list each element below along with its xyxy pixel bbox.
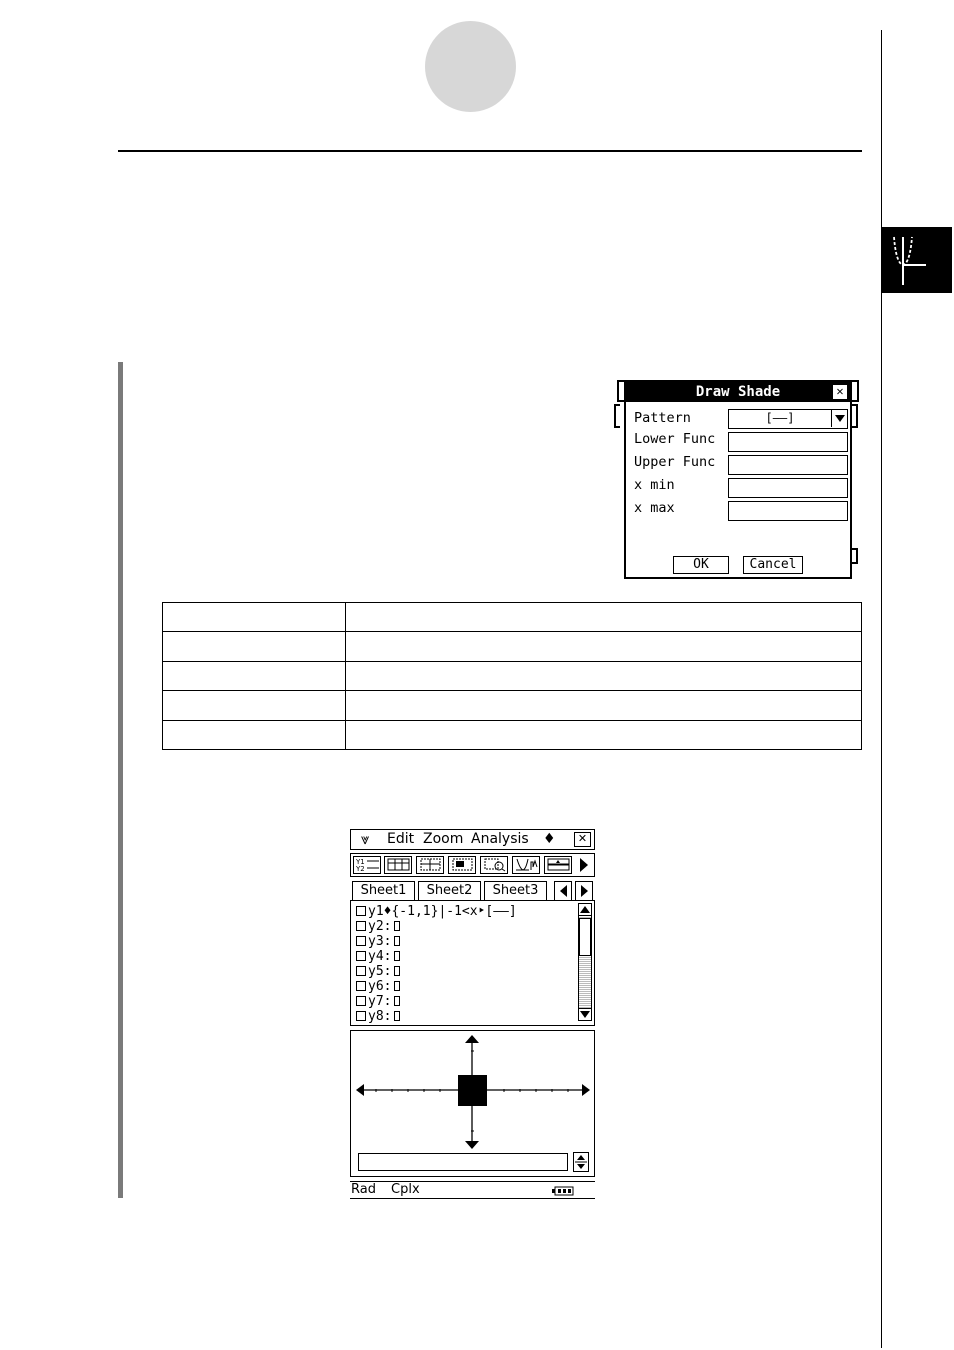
tab-sheet3[interactable]: Sheet3 bbox=[484, 881, 547, 900]
zoom-box-icon[interactable] bbox=[448, 856, 476, 874]
graph-function-icon bbox=[882, 227, 952, 293]
svg-text:Y1: Y1 bbox=[355, 858, 365, 866]
table-row bbox=[163, 603, 862, 632]
list-item[interactable] bbox=[356, 919, 400, 934]
x-min-input[interactable] bbox=[728, 478, 848, 498]
shaded-region bbox=[458, 1075, 487, 1106]
function-label[interactable]: y6: bbox=[368, 979, 392, 994]
function-list-icon[interactable] bbox=[353, 856, 381, 874]
view-window-icon[interactable] bbox=[416, 856, 444, 874]
list-item[interactable] bbox=[356, 904, 517, 919]
checkbox[interactable] bbox=[356, 906, 366, 916]
cursor-icon bbox=[394, 996, 400, 1006]
zoom-in-icon[interactable] bbox=[480, 856, 508, 874]
chevron-down-icon[interactable] bbox=[831, 410, 847, 427]
pattern-select[interactable] bbox=[728, 409, 848, 429]
cursor-icon bbox=[394, 951, 400, 961]
cancel-button[interactable]: Cancel bbox=[743, 556, 803, 574]
background-window-frame bbox=[851, 548, 858, 564]
table-row bbox=[163, 691, 862, 720]
list-item[interactable] bbox=[356, 964, 400, 979]
battery-icon bbox=[552, 1185, 574, 1195]
editor-scrollbar[interactable] bbox=[578, 903, 592, 1021]
menu-icon[interactable]: ⩔ bbox=[361, 830, 370, 848]
list-item[interactable] bbox=[356, 1009, 400, 1024]
table-icon[interactable] bbox=[384, 856, 412, 874]
menu-edit[interactable]: Edit bbox=[387, 831, 415, 847]
cursor-icon bbox=[394, 921, 400, 931]
ok-button[interactable]: OK bbox=[673, 556, 729, 574]
scroll-down-icon[interactable] bbox=[579, 1008, 591, 1020]
chevron-right-icon[interactable] bbox=[575, 881, 593, 900]
pattern-value: [――] bbox=[765, 411, 795, 425]
angle-mode: Rad bbox=[351, 1182, 376, 1197]
close-icon[interactable]: ✕ bbox=[574, 832, 591, 847]
cursor-icon bbox=[394, 981, 400, 991]
function-label[interactable]: y8: bbox=[368, 1009, 392, 1024]
checkbox[interactable] bbox=[356, 981, 366, 991]
tab-sheet1[interactable]: Sheet1 bbox=[352, 881, 415, 900]
diamond-icon[interactable]: ♦ bbox=[543, 831, 556, 847]
graph-chapter-tab bbox=[882, 227, 952, 293]
background-window-frame bbox=[614, 404, 620, 428]
table-row bbox=[163, 720, 862, 749]
function-label[interactable]: y7: bbox=[368, 994, 392, 1009]
scroll-thumb[interactable] bbox=[579, 918, 591, 956]
cursor-icon bbox=[394, 1011, 400, 1021]
x-min-label: x min bbox=[634, 477, 675, 493]
checkbox[interactable] bbox=[356, 936, 366, 946]
checkbox[interactable] bbox=[356, 951, 366, 961]
menu-analysis[interactable]: Analysis bbox=[471, 831, 529, 847]
list-item[interactable] bbox=[356, 979, 400, 994]
upper-func-input[interactable] bbox=[728, 455, 848, 475]
background-window-frame bbox=[851, 404, 858, 428]
status-bar bbox=[350, 1181, 595, 1199]
header-rule bbox=[118, 150, 862, 152]
table-row bbox=[163, 632, 862, 661]
function-text[interactable]: y1♦{-1,1}|-1<x‣[――] bbox=[368, 904, 517, 919]
graph-editor bbox=[350, 900, 595, 1026]
function-label[interactable]: y2: bbox=[368, 919, 392, 934]
lower-func-input[interactable] bbox=[728, 432, 848, 452]
cursor-icon bbox=[394, 966, 400, 976]
pattern-label: Pattern bbox=[634, 410, 691, 426]
function-label[interactable]: y4: bbox=[368, 949, 392, 964]
toolbar bbox=[350, 853, 595, 877]
checkbox[interactable] bbox=[356, 966, 366, 976]
dialog-title: Draw Shade bbox=[626, 383, 850, 402]
table-row bbox=[163, 661, 862, 690]
parameter-table bbox=[162, 602, 862, 750]
x-max-label: x max bbox=[634, 500, 675, 516]
list-item[interactable] bbox=[356, 994, 400, 1009]
x-max-input[interactable] bbox=[728, 501, 848, 521]
function-label[interactable]: y3: bbox=[368, 934, 392, 949]
graph-hand-icon[interactable] bbox=[512, 856, 540, 874]
chevron-right-icon[interactable] bbox=[577, 857, 591, 873]
draw-shade-dialog bbox=[624, 381, 852, 579]
list-item[interactable] bbox=[356, 949, 400, 964]
step-bar bbox=[118, 362, 123, 1198]
complex-mode: Cplx bbox=[391, 1182, 420, 1197]
sheet-tabs bbox=[350, 881, 595, 901]
svg-text:Y2: Y2 bbox=[355, 865, 365, 872]
checkbox[interactable] bbox=[356, 1011, 366, 1021]
function-label[interactable]: y5: bbox=[368, 964, 392, 979]
cursor-icon bbox=[394, 936, 400, 946]
chevron-left-icon[interactable] bbox=[554, 881, 572, 900]
scroll-up-icon[interactable] bbox=[579, 904, 591, 916]
calculator-screen bbox=[350, 829, 595, 1200]
menu-zoom[interactable]: Zoom bbox=[423, 831, 464, 847]
chapter-circle bbox=[425, 21, 516, 112]
resize-window-icon[interactable] bbox=[544, 856, 572, 874]
tab-sheet2[interactable]: Sheet2 bbox=[418, 881, 481, 900]
close-icon[interactable]: ✕ bbox=[833, 385, 847, 399]
checkbox[interactable] bbox=[356, 996, 366, 1006]
upper-func-label: Upper Func bbox=[634, 454, 716, 470]
checkbox[interactable] bbox=[356, 921, 366, 931]
stepper-icon[interactable] bbox=[573, 1152, 589, 1172]
command-input[interactable] bbox=[358, 1153, 568, 1171]
menu-bar bbox=[350, 829, 595, 850]
lower-func-label: Lower Func bbox=[634, 431, 716, 447]
list-item[interactable] bbox=[356, 934, 400, 949]
graph-window[interactable] bbox=[350, 1030, 595, 1177]
